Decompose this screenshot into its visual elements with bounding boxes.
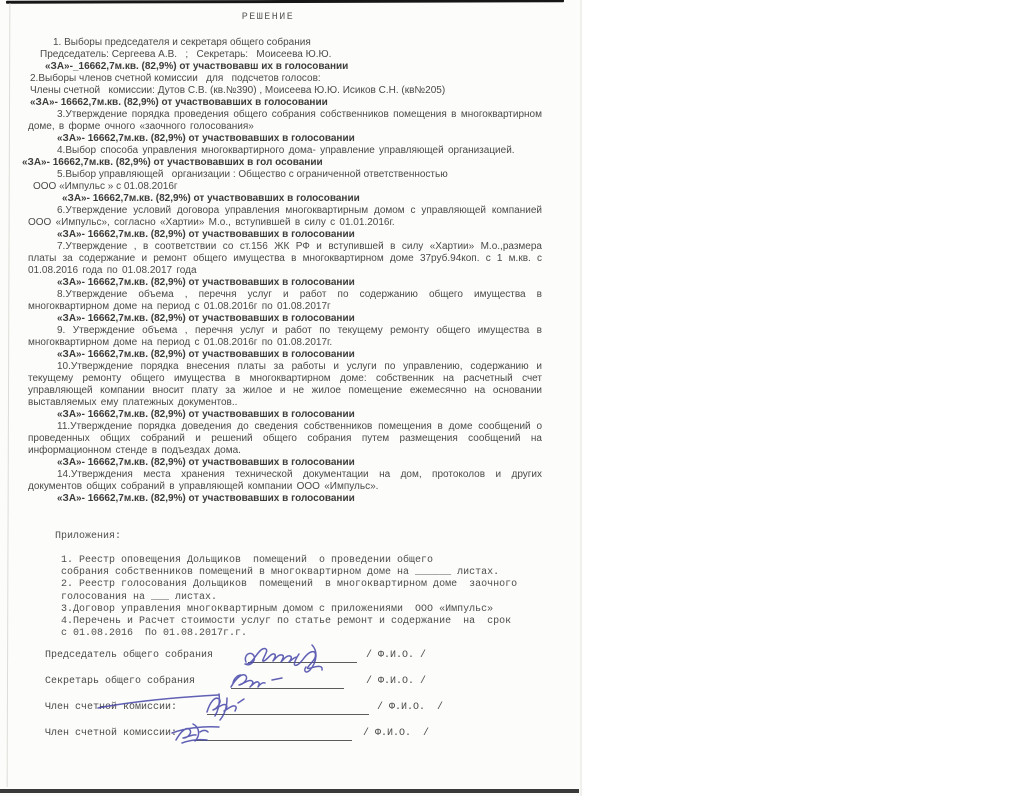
signature-line <box>248 662 357 663</box>
item-8-text: 8.Утверждение объема , перечня услуг и работ по содержанию общего имущества в многоквартирном доме на период с 01.08.2016г по 01.08.2017г <box>28 289 542 312</box>
signature-label-counting-member-1: Член счетной комиссии: <box>45 702 178 713</box>
attachments-list <box>55 555 517 640</box>
item-3-vote-result: «ЗА»- 16662,7м.кв. (82,9%) от участвовавших в голосовании <box>57 133 355 144</box>
attachment-line: с 01.08.2016 По 01.08.2017г.г. <box>55 628 248 640</box>
signature-line <box>231 688 344 689</box>
attachment-line: голосования на ___ листах. <box>55 591 218 603</box>
item-8-vote-result: «ЗА»- 16662,7м.кв. (82,9%) от участвовавших в голосовании <box>57 313 355 324</box>
document-title: РЕШЕНИЕ <box>241 12 295 23</box>
signature-fio-placeholder: / Ф.И.О. / <box>366 676 427 687</box>
item-11-text: 11.Утверждение порядка доведения до сведения собственников помещения в доме сообщений о проведенных общих собраний и решений общего собрания путем размещения сообщений на информационном стенде в подъездах дома. <box>28 421 542 456</box>
scan-bottom-edge <box>0 789 579 793</box>
attachment-line: 3.Договор управления многоквартирным домом с приложениями ООО «Импульс» <box>55 603 494 615</box>
signature-fio-placeholder: / Ф.И.О. / <box>377 702 444 713</box>
item-2-text: 2.Выборы членов счетной комиссии для подсчетов голосов: <box>30 73 321 84</box>
item-6-vote-result: «ЗА»- 16662,7м.кв. (82,9%) от участвовавших в голосовании <box>57 229 355 240</box>
item-5-vote-result: «ЗА»- 16662,7м.кв. (82,9%) от участвовавших в голосовании <box>62 193 360 204</box>
scan-right-edge <box>580 0 582 796</box>
resolution-body <box>22 37 542 505</box>
item-5-detail: ООО «Импульс » с 01.08.2016г <box>33 181 178 192</box>
item-3-text: 3.Утверждение порядка проведения общего собрания собственников помещения в многоквартирном доме, в форме очного «заочного голосования» <box>28 109 542 132</box>
item-9-text: 9. Утверждение объема , перечня услуг и работ по текущему ремонту общего имущества в многоквартирном доме на период с 01.08.2016г по 01.08.2017г. <box>28 325 542 348</box>
item-5-text: 5.Выбор управляющей организации : Общество с ограниченной ответственностью <box>57 169 448 180</box>
attachment-line: 4.Перечень и Расчет стоимости услуг по статье ремонт и содержание на срок <box>55 616 512 628</box>
attachment-line: собрания собственников помещений в многоквартирном доме на ______ листах. <box>55 567 500 579</box>
signature-label-secretary: Секретарь общего собрания <box>45 676 196 687</box>
item-10-vote-result: «ЗА»- 16662,7м.кв. (82,9%) от участвовавших в голосовании <box>57 409 355 420</box>
signature-label-counting-member-2: Член счетной комиссии: <box>45 728 178 739</box>
item-9-vote-result: «ЗА»- 16662,7м.кв. (82,9%) от участвовавших в голосовании <box>57 349 355 360</box>
pen-signature-secretary <box>231 675 282 687</box>
attachments-heading: Приложения: <box>55 531 122 542</box>
scan-left-edge <box>7 3 11 787</box>
signature-line <box>207 714 369 715</box>
item-10-text: 10.Утверждение порядка внесения платы за работы и услуги по управлению, содержанию и текущему ремонту общего имущества в многоквартирном доме: собственник на расчетный счет управляющей компании вносит плату за жилое и не жилое помещение ежемесячно на основании выставляемых ему платежных документов.. <box>28 361 542 408</box>
item-6-text: 6.Утверждение условий договора управления многоквартирным домом с управляющей компанией ООО «Импульс», согласно «Хартии» М.о., вступившей в силу с 01.01.2016г. <box>28 205 542 228</box>
item-1-detail: Председатель: Сергеева А.В. ; Секретарь: Моисеева Ю.Ю. <box>40 49 332 60</box>
item-14-vote-result: «ЗА»- 16662,7м.кв. (82,9%) от участвовавших в голосовании <box>57 493 355 504</box>
item-1-text: 1. Выборы председателя и секретаря общего собрания <box>53 37 311 48</box>
signature-label-chairman: Председатель общего собрания <box>45 650 214 661</box>
signature-fio-placeholder: / Ф.И.О. / <box>363 728 430 739</box>
item-4-text: 4.Выбор способа управления многоквартирного дома- управление управляющей организацией. <box>57 145 515 156</box>
item-2-vote-result: «ЗА»- 16662,7м.кв. (82,9%) от участвовавших в голосовании <box>30 97 328 108</box>
item-14-text: 14.Утверждения места хранения технической документации на дом, протоколов и других документов общих собраний в управляющей компании ООО «Импульс». <box>28 469 542 492</box>
signature-fio-placeholder: / Ф.И.О. / <box>366 650 427 661</box>
item-4-vote-result: «ЗА»- 16662,7м.кв. (82,9%) от участвовавших в гол осовании <box>22 157 323 168</box>
signature-line <box>195 740 352 741</box>
attachment-line: 2. Реестр голосования Дольщиков помещений в многоквартирном доме заочного <box>55 579 518 591</box>
scan-top-edge <box>6 0 564 4</box>
item-2-detail: Члены счетной комиссии: Дутов С.В. (кв.№390) , Моисеева Ю.Ю. Исиков С.Н. (кв№205) <box>30 85 446 96</box>
item-1-vote-result: «ЗА»-_16662,7м.кв. (82,9%) от участвовавш их в голосовании <box>45 61 349 72</box>
pen-signature-chairman <box>245 645 322 672</box>
item-11-vote-result: «ЗА»- 16662,7м.кв. (82,9%) от участвовавших в голосовании <box>57 457 355 468</box>
item-7-vote-result: «ЗА»- 16662,7м.кв. (82,9%) от участвовавших в голосовании <box>57 277 355 288</box>
attachment-line: 1. Реестр оповещения Дольщиков помещений о проведении общего <box>55 555 434 566</box>
item-7-text: 7.Утверждение , в соответствии со ст.156 ЖК РФ и вступившей в силу «Хартии» М.о.,размера платы за содержание и ремонт общего имущества в многоквартирном доме 37руб.94коп. с 1 м.кв. с 01.08.2016 года по 01.08.2017 года <box>28 241 542 276</box>
